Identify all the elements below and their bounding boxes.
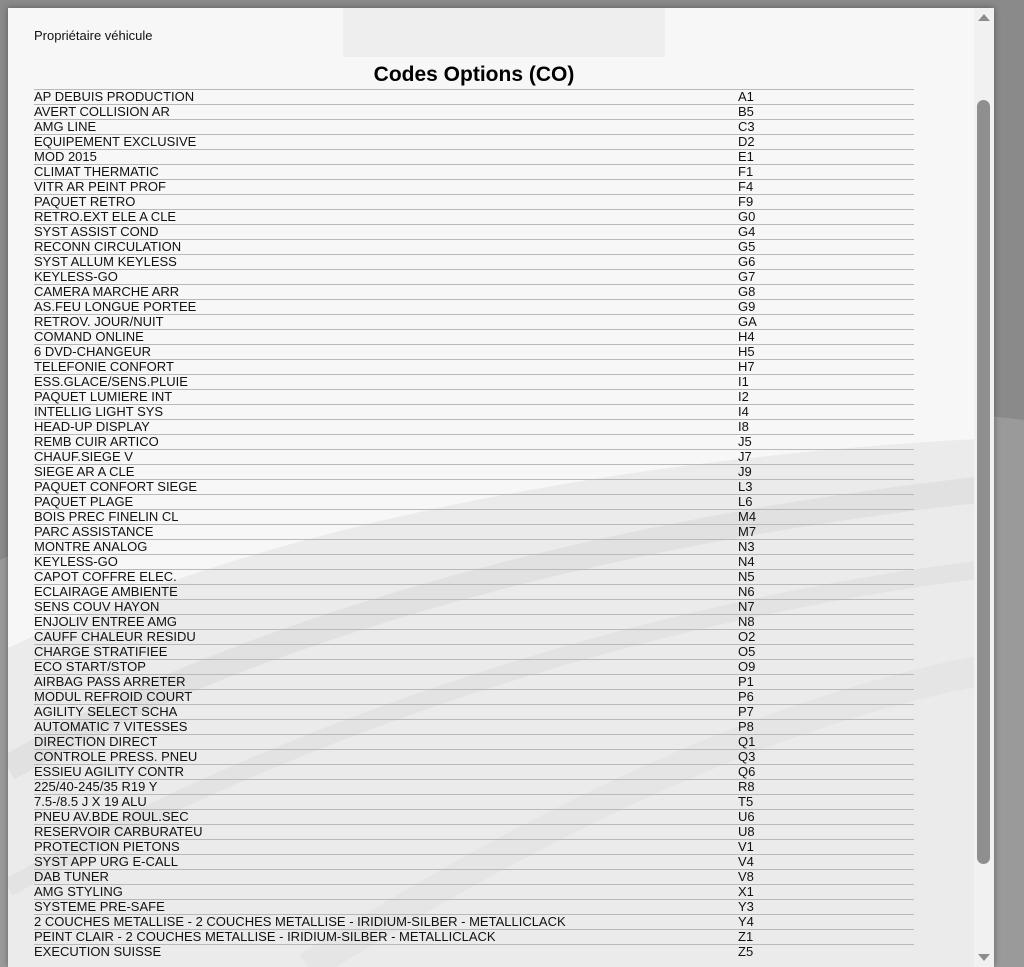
- option-code: V1: [738, 840, 914, 855]
- option-code: F1: [738, 165, 914, 180]
- option-row: [34, 435, 914, 450]
- option-label: PAQUET CONFORT SIEGE: [34, 480, 738, 495]
- option-label: CHARGE STRATIFIEE: [34, 645, 738, 660]
- option-code: Q6: [738, 765, 914, 780]
- option-code: N4: [738, 555, 914, 570]
- option-row: [34, 150, 914, 165]
- vehicle-owner-label[interactable]: Propriétaire véhicule: [34, 28, 153, 43]
- option-row: [34, 660, 914, 675]
- option-row: [34, 825, 914, 840]
- option-code: V4: [738, 855, 914, 870]
- option-codes-list: [34, 90, 914, 960]
- option-code: I2: [738, 390, 914, 405]
- options-panel: [8, 8, 994, 967]
- option-label: PAQUET LUMIERE INT: [34, 390, 738, 405]
- option-code: GA: [738, 315, 914, 330]
- option-code: J5: [738, 435, 914, 450]
- option-row: [34, 240, 914, 255]
- option-row: [34, 120, 914, 135]
- option-row: [34, 210, 914, 225]
- option-label: AP DEBUIS PRODUCTION: [34, 90, 738, 105]
- option-row: [34, 90, 914, 105]
- option-label: PEINT CLAIR - 2 COUCHES METALLISE - IRIDIUM-SILBER - METALLICLACK: [34, 930, 738, 945]
- option-row: [34, 555, 914, 570]
- option-row: [34, 105, 914, 120]
- option-label: PAQUET PLAGE: [34, 495, 738, 510]
- option-label: CLIMAT THERMATIC: [34, 165, 738, 180]
- option-code: N7: [738, 600, 914, 615]
- option-row: [34, 465, 914, 480]
- option-code: G6: [738, 255, 914, 270]
- option-row: [34, 195, 914, 210]
- option-row: [34, 840, 914, 855]
- option-label: 6 DVD-CHANGEUR: [34, 345, 738, 360]
- option-row: [34, 375, 914, 390]
- option-code: H4: [738, 330, 914, 345]
- option-row: [34, 855, 914, 870]
- option-row: [34, 765, 914, 780]
- scroll-thumb[interactable]: [977, 100, 990, 864]
- option-code: Y4: [738, 915, 914, 930]
- option-row: [34, 705, 914, 720]
- option-code: M4: [738, 510, 914, 525]
- option-label: AMG LINE: [34, 120, 738, 135]
- option-row: [34, 720, 914, 735]
- option-row: [34, 345, 914, 360]
- option-row: [34, 675, 914, 690]
- page-title: Codes Options (CO): [373, 63, 575, 86]
- option-code: X1: [738, 885, 914, 900]
- option-label: CAMERA MARCHE ARR: [34, 285, 738, 300]
- option-code: G5: [738, 240, 914, 255]
- option-code: L3: [738, 480, 914, 495]
- option-label: RECONN CIRCULATION: [34, 240, 738, 255]
- option-code: J9: [738, 465, 914, 480]
- option-label: 225/40-245/35 R19 Y: [34, 780, 738, 795]
- option-label: SENS COUV HAYON: [34, 600, 738, 615]
- option-code: C3: [738, 120, 914, 135]
- option-code: H7: [738, 360, 914, 375]
- option-code: G9: [738, 300, 914, 315]
- option-label: CHAUF.SIEGE V: [34, 450, 738, 465]
- option-row: [34, 870, 914, 885]
- option-label: SYST ALLUM KEYLESS: [34, 255, 738, 270]
- option-code: V8: [738, 870, 914, 885]
- option-label: AS.FEU LONGUE PORTEE: [34, 300, 738, 315]
- option-code: Z1: [738, 930, 914, 945]
- option-code: L6: [738, 495, 914, 510]
- option-label: CONTROLE PRESS. PNEU: [34, 750, 738, 765]
- option-row: [34, 930, 914, 945]
- option-label: ESSIEU AGILITY CONTR: [34, 765, 738, 780]
- option-label: DIRECTION DIRECT: [34, 735, 738, 750]
- option-code: R8: [738, 780, 914, 795]
- option-code: Z5: [738, 945, 914, 960]
- option-code: F4: [738, 180, 914, 195]
- option-code: I1: [738, 375, 914, 390]
- option-code: A1: [738, 90, 914, 105]
- option-label: KEYLESS-GO: [34, 270, 738, 285]
- option-label: DAB TUNER: [34, 870, 738, 885]
- option-label: RESERVOIR CARBURATEU: [34, 825, 738, 840]
- option-row: [34, 525, 914, 540]
- option-label: 2 COUCHES METALLISE - 2 COUCHES METALLISE - IRIDIUM-SILBER - METALLICLACK: [34, 915, 738, 930]
- option-row: [34, 135, 914, 150]
- option-label: TELEFONIE CONFORT: [34, 360, 738, 375]
- option-label: BOIS PREC FINELIN CL: [34, 510, 738, 525]
- option-label: COMAND ONLINE: [34, 330, 738, 345]
- option-code: U6: [738, 810, 914, 825]
- option-row: [34, 735, 914, 750]
- option-label: CAUFF CHALEUR RESIDU: [34, 630, 738, 645]
- option-row: [34, 390, 914, 405]
- option-label: AMG STYLING: [34, 885, 738, 900]
- option-label: PNEU AV.BDE ROUL.SEC: [34, 810, 738, 825]
- option-label: AIRBAG PASS ARRETER: [34, 675, 738, 690]
- option-label: CAPOT COFFRE ELEC.: [34, 570, 738, 585]
- option-row: [34, 630, 914, 645]
- scroll-up-arrow-icon[interactable]: [978, 14, 990, 21]
- option-row: [34, 750, 914, 765]
- option-label: AGILITY SELECT SCHA: [34, 705, 738, 720]
- option-code: O2: [738, 630, 914, 645]
- option-label: MODUL REFROID COURT: [34, 690, 738, 705]
- option-code: G4: [738, 225, 914, 240]
- option-label: SYST ASSIST COND: [34, 225, 738, 240]
- option-code: M7: [738, 525, 914, 540]
- option-row: [34, 540, 914, 555]
- option-label: INTELLIG LIGHT SYS: [34, 405, 738, 420]
- option-row: [34, 405, 914, 420]
- option-row: [34, 225, 914, 240]
- option-label: HEAD-UP DISPLAY: [34, 420, 738, 435]
- option-row: [34, 270, 914, 285]
- option-row: [34, 690, 914, 705]
- option-code: P1: [738, 675, 914, 690]
- option-label: RETROV. JOUR/NUIT: [34, 315, 738, 330]
- option-row: [34, 450, 914, 465]
- option-code: O5: [738, 645, 914, 660]
- option-row: [34, 360, 914, 375]
- option-row: [34, 330, 914, 345]
- option-label: PAQUET RETRO: [34, 195, 738, 210]
- option-code: D2: [738, 135, 914, 150]
- option-label: SYST APP URG E-CALL: [34, 855, 738, 870]
- option-label: KEYLESS-GO: [34, 555, 738, 570]
- option-row: [34, 495, 914, 510]
- option-row: [34, 420, 914, 435]
- option-row: [34, 795, 914, 810]
- option-label: SYSTEME PRE-SAFE: [34, 900, 738, 915]
- option-label: RETRO.EXT ELE A CLE: [34, 210, 738, 225]
- option-label: PROTECTION PIETONS: [34, 840, 738, 855]
- option-label: AVERT COLLISION AR: [34, 105, 738, 120]
- option-label: SIEGE AR A CLE: [34, 465, 738, 480]
- option-code: P6: [738, 690, 914, 705]
- option-row: [34, 900, 914, 915]
- option-code: J7: [738, 450, 914, 465]
- option-row: [34, 645, 914, 660]
- option-code: Y3: [738, 900, 914, 915]
- option-row: [34, 600, 914, 615]
- option-row: [34, 585, 914, 600]
- option-code: N6: [738, 585, 914, 600]
- option-code: I8: [738, 420, 914, 435]
- option-code: H5: [738, 345, 914, 360]
- option-code: P8: [738, 720, 914, 735]
- option-code: G0: [738, 210, 914, 225]
- option-code: N8: [738, 615, 914, 630]
- option-code: N3: [738, 540, 914, 555]
- option-row: [34, 945, 914, 960]
- option-label: MOD 2015: [34, 150, 738, 165]
- top-tab-area: [343, 8, 665, 57]
- option-code: F9: [738, 195, 914, 210]
- option-code: I4: [738, 405, 914, 420]
- option-code: T5: [738, 795, 914, 810]
- option-code: U8: [738, 825, 914, 840]
- option-codes-table: [34, 89, 914, 959]
- option-row: [34, 780, 914, 795]
- option-row: [34, 810, 914, 825]
- option-row: [34, 480, 914, 495]
- option-label: EQUIPEMENT EXCLUSIVE: [34, 135, 738, 150]
- option-label: AUTOMATIC 7 VITESSES: [34, 720, 738, 735]
- option-label: ENJOLIV ENTREE AMG: [34, 615, 738, 630]
- vertical-scrollbar[interactable]: [974, 8, 994, 967]
- option-row: [34, 165, 914, 180]
- option-label: ECLAIRAGE AMBIENTE: [34, 585, 738, 600]
- option-code: E1: [738, 150, 914, 165]
- option-row: [34, 570, 914, 585]
- option-row: [34, 915, 914, 930]
- option-code: B5: [738, 105, 914, 120]
- option-code: N5: [738, 570, 914, 585]
- option-row: [34, 285, 914, 300]
- option-label: EXECUTION SUISSE: [34, 945, 738, 960]
- option-row: [34, 180, 914, 195]
- option-code: G8: [738, 285, 914, 300]
- option-row: [34, 615, 914, 630]
- option-row: [34, 315, 914, 330]
- option-label: 7.5-/8.5 J X 19 ALU: [34, 795, 738, 810]
- option-label: PARC ASSISTANCE: [34, 525, 738, 540]
- option-code: Q1: [738, 735, 914, 750]
- option-code: G7: [738, 270, 914, 285]
- option-label: VITR AR PEINT PROF: [34, 180, 738, 195]
- option-code: Q3: [738, 750, 914, 765]
- option-label: REMB CUIR ARTICO: [34, 435, 738, 450]
- option-label: ESS.GLACE/SENS.PLUIE: [34, 375, 738, 390]
- option-row: [34, 510, 914, 525]
- option-label: MONTRE ANALOG: [34, 540, 738, 555]
- option-row: [34, 255, 914, 270]
- option-code: O9: [738, 660, 914, 675]
- scroll-down-arrow-icon[interactable]: [978, 954, 990, 961]
- option-row: [34, 300, 914, 315]
- option-row: [34, 885, 914, 900]
- option-label: ECO START/STOP: [34, 660, 738, 675]
- option-code: P7: [738, 705, 914, 720]
